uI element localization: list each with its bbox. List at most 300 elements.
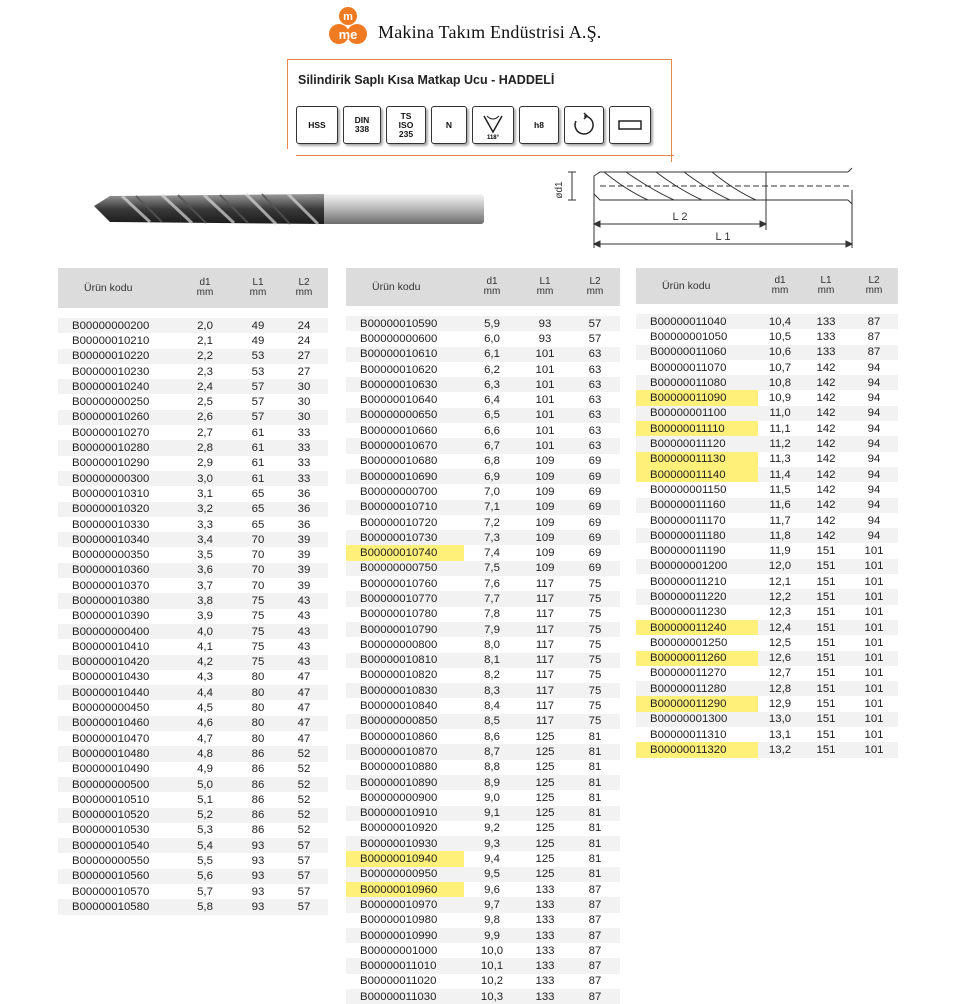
table-row <box>346 331 620 346</box>
table-row <box>346 683 620 698</box>
product-code-cell: B00000010680 <box>360 455 438 468</box>
product-code-cell: B00000011110 <box>636 421 758 436</box>
l2-cell: 101 <box>864 698 884 711</box>
table-row <box>636 712 898 727</box>
product-code-cell: B00000010360 <box>58 563 174 578</box>
drill-bit-photo <box>92 184 487 234</box>
product-code-cell: B00000010860 <box>360 730 438 743</box>
product-code-cell: B00000010820 <box>360 669 438 682</box>
d1-cell: 5,9 <box>464 316 520 331</box>
product-code-cell: B00000010760 <box>360 577 438 590</box>
table-row <box>58 685 328 700</box>
l2-cell: 63 <box>588 394 602 407</box>
product-code-cell: B00000010490 <box>72 763 150 776</box>
product-code-cell: B00000011080 <box>636 375 758 390</box>
header-l1: L1 mm <box>802 268 850 304</box>
l2-cell: 36 <box>297 487 311 500</box>
table-row <box>346 806 620 821</box>
product-code-cell: B00000010790 <box>346 622 464 637</box>
product-code-cell: B00000010480 <box>58 746 174 761</box>
product-code-cell: B00000011010 <box>346 958 464 973</box>
company-name: Makina Takım Endüstrisi A.Ş. <box>378 22 602 42</box>
product-code-cell: B00000010770 <box>346 591 464 606</box>
table-row <box>58 593 328 608</box>
l1-cell: 80 <box>236 685 280 700</box>
l2-cell: 87 <box>570 897 620 912</box>
table-row <box>346 821 620 836</box>
badge-hss: HSS <box>296 106 338 144</box>
table-row <box>636 498 898 513</box>
l2-cell: 47 <box>280 685 328 700</box>
l2-cell: 24 <box>297 334 311 347</box>
table-row <box>346 408 620 423</box>
product-code-cell: B00000010320 <box>58 502 174 517</box>
table-row <box>636 360 898 375</box>
d1-cell: 13,1 <box>768 728 792 741</box>
l1-cell: 109 <box>535 455 555 468</box>
l1-cell: 117 <box>535 638 555 651</box>
l2-cell: 94 <box>850 528 898 543</box>
d1-cell: 2,7 <box>197 426 213 439</box>
l2-cell: 75 <box>570 622 620 637</box>
table-row <box>636 528 898 543</box>
l2-cell: 101 <box>850 742 898 757</box>
table-row <box>346 561 620 576</box>
table-row <box>58 502 328 517</box>
d1-cell: 3,8 <box>174 593 236 608</box>
d1-cell: 9,1 <box>464 806 520 821</box>
header-d1: d1 mm <box>174 268 236 308</box>
table-row <box>58 547 328 562</box>
d1-cell: 10,3 <box>464 989 520 1004</box>
d1-cell: 9,2 <box>484 822 500 835</box>
product-code-cell: B00000011180 <box>636 528 758 543</box>
table-row <box>346 744 620 759</box>
l2-cell: 69 <box>588 455 602 468</box>
d1-cell: 3,0 <box>174 471 236 486</box>
l1-cell: 133 <box>535 914 555 927</box>
l2-cell: 94 <box>850 375 898 390</box>
header-product-code: Ürün kodu <box>346 268 464 306</box>
l1-cell: 133 <box>520 989 570 1004</box>
product-code-cell: B00000010280 <box>58 440 174 455</box>
d1-cell: 6,0 <box>484 332 500 345</box>
l1-cell: 133 <box>520 958 570 973</box>
svg-text:L 1: L 1 <box>715 231 731 243</box>
product-code-cell: B00000001050 <box>650 330 728 343</box>
product-code-cell: B00000010720 <box>360 516 438 529</box>
l2-cell: 94 <box>867 361 881 374</box>
l2-cell: 47 <box>297 732 311 745</box>
d1-cell: 7,7 <box>464 591 520 606</box>
l1-cell: 142 <box>802 375 850 390</box>
d1-cell: 11,1 <box>769 422 791 435</box>
l2-cell: 39 <box>297 579 311 592</box>
l2-cell: 101 <box>864 545 884 558</box>
badge-n: N <box>431 106 467 144</box>
d1-cell: 4,8 <box>174 746 236 761</box>
l2-cell: 69 <box>588 485 602 498</box>
l2-cell: 101 <box>864 606 884 619</box>
table-row <box>346 974 620 989</box>
d1-cell: 11,0 <box>758 406 802 421</box>
d1-cell: 5,2 <box>174 808 236 823</box>
l1-cell: 75 <box>236 624 280 639</box>
l2-cell: 94 <box>850 436 898 451</box>
product-code-cell: B00000010560 <box>58 869 174 884</box>
l1-cell: 151 <box>816 698 836 711</box>
product-code-cell: B00000010660 <box>360 424 438 437</box>
l1-cell: 151 <box>802 651 850 666</box>
table-row <box>58 670 328 685</box>
product-code-cell: B00000010730 <box>346 530 464 545</box>
product-code-cell: B00000011040 <box>636 314 758 329</box>
product-code-cell: B00000010210 <box>72 334 150 347</box>
table-row <box>58 379 328 394</box>
l2-cell: 101 <box>864 667 884 680</box>
l2-cell: 101 <box>850 559 898 574</box>
product-code-cell: B00000010960 <box>346 882 464 897</box>
product-code-cell: B00000000850 <box>346 714 464 729</box>
l2-cell: 52 <box>297 793 311 806</box>
l2-cell: 75 <box>588 608 602 621</box>
product-code-cell: B00000010970 <box>346 897 464 912</box>
product-code-cell: B00000000900 <box>360 791 438 804</box>
l1-cell: 80 <box>251 732 265 745</box>
d1-cell: 3,5 <box>197 549 213 562</box>
table-row <box>58 823 328 838</box>
header-product-code: Ürün kodu <box>58 268 174 308</box>
product-code-cell: B00000010580 <box>58 899 174 914</box>
product-code-cell: B00000010340 <box>58 532 174 547</box>
d1-cell: 4,9 <box>197 763 213 776</box>
l2-cell: 63 <box>570 438 620 453</box>
product-code-cell: B00000000400 <box>58 624 174 639</box>
l2-cell: 101 <box>850 620 898 635</box>
d1-cell: 9,3 <box>464 836 520 851</box>
l1-cell: 93 <box>520 316 570 331</box>
d1-cell: 11,8 <box>758 528 802 543</box>
d1-cell: 11,7 <box>769 514 791 527</box>
d1-cell: 10,1 <box>464 958 520 973</box>
product-code-cell: B00000010510 <box>72 793 150 806</box>
l2-cell: 43 <box>280 624 328 639</box>
product-code-cell: B00000010270 <box>72 426 150 439</box>
l2-cell: 52 <box>280 777 328 792</box>
table-row <box>58 777 328 792</box>
d1-cell: 8,1 <box>464 653 520 668</box>
l1-cell: 142 <box>816 453 836 466</box>
d1-cell: 2,1 <box>197 334 213 347</box>
l1-cell: 86 <box>251 824 265 837</box>
frame-top-line <box>287 59 671 60</box>
l1-cell: 86 <box>251 763 265 776</box>
product-code-cell: B00000001200 <box>636 559 758 574</box>
product-code-cell: B00000011060 <box>636 345 758 360</box>
table-row <box>346 392 620 407</box>
product-code-cell: B00000011220 <box>636 589 758 604</box>
l1-cell: 125 <box>535 791 555 804</box>
l2-cell: 94 <box>850 406 898 421</box>
product-code-cell: B00000010870 <box>346 744 464 759</box>
l2-cell: 69 <box>570 530 620 545</box>
table-row <box>346 928 620 943</box>
l2-cell: 43 <box>297 640 311 653</box>
product-code-cell: B00000000350 <box>72 549 150 562</box>
d1-cell: 9,6 <box>484 883 500 896</box>
d1-cell: 4,5 <box>197 702 213 715</box>
l2-cell: 94 <box>850 467 898 482</box>
table-row <box>636 651 898 666</box>
product-code-cell: B00000010710 <box>346 500 464 515</box>
d1-cell: 4,3 <box>197 671 213 684</box>
product-code-cell: B00000010430 <box>72 671 150 684</box>
product-code-cell: B00000011120 <box>636 436 758 451</box>
d1-cell: 6,9 <box>464 469 520 484</box>
table-row <box>346 469 620 484</box>
l1-cell: 93 <box>236 838 280 853</box>
header-product-code: Ürün kodu <box>636 268 758 304</box>
l2-cell: 81 <box>570 744 620 759</box>
product-code-cell: B00000010240 <box>58 379 174 394</box>
table-row <box>346 591 620 606</box>
table-row <box>346 943 620 958</box>
l1-cell: 53 <box>236 349 280 364</box>
d1-cell: 9,9 <box>464 928 520 943</box>
table-row <box>636 452 898 467</box>
d1-cell: 12,0 <box>758 559 802 574</box>
table-row <box>346 760 620 775</box>
l1-cell: 117 <box>520 653 570 668</box>
product-code-cell: B00000011170 <box>650 514 726 527</box>
product-code-cell: B00000010980 <box>360 914 438 927</box>
l1-cell: 117 <box>535 608 555 621</box>
l2-cell: 30 <box>280 410 328 425</box>
l1-cell: 142 <box>816 514 836 527</box>
d1-cell: 12,1 <box>768 575 792 588</box>
d1-cell: 6,8 <box>484 455 500 468</box>
l1-cell: 142 <box>802 467 850 482</box>
table-row <box>58 884 328 899</box>
l1-cell: 142 <box>816 392 836 405</box>
table-row <box>58 532 328 547</box>
product-code-cell: B00000010640 <box>360 394 438 407</box>
l2-cell: 81 <box>570 836 620 851</box>
l1-cell: 109 <box>520 561 570 576</box>
table-row <box>346 775 620 790</box>
product-code-cell: B00000000800 <box>360 638 438 651</box>
l2-cell: 69 <box>588 516 602 529</box>
product-code-cell: B00000011030 <box>346 989 464 1004</box>
rotation-icon <box>564 106 604 144</box>
l2-cell: 33 <box>280 471 328 486</box>
frame-right-line <box>671 59 672 162</box>
product-code-cell: B00000000200 <box>58 318 174 333</box>
l2-cell: 36 <box>280 502 328 517</box>
l1-cell: 142 <box>816 483 836 496</box>
l2-cell: 57 <box>297 855 311 868</box>
l2-cell: 81 <box>588 853 602 866</box>
d1-cell: 6,2 <box>484 363 500 376</box>
d1-cell: 8,8 <box>484 761 500 774</box>
l2-cell: 47 <box>297 702 311 715</box>
l2-cell: 75 <box>588 577 602 590</box>
l1-cell: 125 <box>535 822 555 835</box>
product-table-2 <box>346 268 620 1004</box>
l1-cell: 117 <box>520 683 570 698</box>
table-row <box>636 605 898 620</box>
l2-cell: 57 <box>280 899 328 914</box>
product-code-cell: B00000010620 <box>360 363 438 376</box>
spec-badges <box>296 106 651 144</box>
header-d1: d1 mm <box>464 268 520 306</box>
l2-cell: 87 <box>588 914 602 927</box>
d1-cell: 2,8 <box>174 440 236 455</box>
table-row <box>636 635 898 650</box>
d1-cell: 5,0 <box>174 777 236 792</box>
product-title: Silindirik Saplı Kısa Matkap Ucu - HADDELİ <box>298 73 555 87</box>
l1-cell: 117 <box>520 714 570 729</box>
table-row <box>636 436 898 451</box>
l1-cell: 151 <box>816 636 836 649</box>
product-code-cell: B00000011310 <box>650 728 727 741</box>
l1-cell: 86 <box>251 793 265 806</box>
product-code-cell: B00000010540 <box>58 838 174 853</box>
product-code-cell: B00000010570 <box>72 885 150 898</box>
table-row <box>346 790 620 805</box>
table-row <box>636 314 898 329</box>
product-code-cell: B00000001300 <box>636 712 758 727</box>
l1-cell: 151 <box>802 559 850 574</box>
product-code-cell: B00000010470 <box>72 732 150 745</box>
badge-iso: TS ISO 235 <box>386 106 426 144</box>
l2-cell: 69 <box>570 500 620 515</box>
l2-cell: 63 <box>570 408 620 423</box>
l1-cell: 70 <box>236 563 280 578</box>
d1-cell: 2,2 <box>174 349 236 364</box>
product-code-cell: B00000010220 <box>58 349 174 364</box>
d1-cell: 9,8 <box>484 914 500 927</box>
product-code-cell: B00000000750 <box>346 561 464 576</box>
l1-cell: 93 <box>236 869 280 884</box>
table-row <box>636 467 898 482</box>
l2-cell: 69 <box>588 547 602 560</box>
d1-cell: 5,5 <box>197 855 213 868</box>
l1-cell: 93 <box>251 885 265 898</box>
product-code-cell: B00000000600 <box>360 332 438 345</box>
table-row <box>636 390 898 405</box>
d1-cell: 13,2 <box>758 742 802 757</box>
d1-cell: 5,4 <box>174 838 236 853</box>
l2-cell: 87 <box>570 958 620 973</box>
product-code-cell: B00000010380 <box>58 593 174 608</box>
product-code-cell: B00000010990 <box>346 928 464 943</box>
l2-cell: 101 <box>850 651 898 666</box>
d1-cell: 2,9 <box>197 457 213 470</box>
l2-cell: 81 <box>570 775 620 790</box>
table-row <box>636 513 898 528</box>
l2-cell: 33 <box>297 457 311 470</box>
l2-cell: 27 <box>297 365 311 378</box>
table-row <box>58 440 328 455</box>
l2-cell: 87 <box>588 944 602 957</box>
company-logo <box>326 4 370 48</box>
table-row <box>58 578 328 593</box>
d1-cell: 9,5 <box>464 867 520 882</box>
l1-cell: 57 <box>251 396 265 409</box>
svg-text:m: m <box>343 11 353 23</box>
table-row <box>346 882 620 897</box>
table-row <box>346 607 620 622</box>
l1-cell: 57 <box>236 379 280 394</box>
d1-cell: 12,8 <box>758 681 802 696</box>
l2-cell: 57 <box>588 332 602 345</box>
table-row <box>346 668 620 683</box>
d1-cell: 7,0 <box>484 485 500 498</box>
d1-cell: 8,5 <box>464 714 520 729</box>
product-code-cell: B00000011240 <box>636 620 758 635</box>
l2-cell: 24 <box>280 318 328 333</box>
d1-cell: 3,7 <box>197 579 213 592</box>
d1-cell: 8,3 <box>464 683 520 698</box>
l2-cell: 75 <box>570 683 620 698</box>
l2-cell: 52 <box>297 763 311 776</box>
product-code-cell: B00000010290 <box>72 457 150 470</box>
l2-cell: 33 <box>280 440 328 455</box>
table-row <box>346 637 620 652</box>
l2-cell: 36 <box>297 518 311 531</box>
l1-cell: 117 <box>520 622 570 637</box>
table-row <box>58 808 328 823</box>
l2-cell: 75 <box>570 591 620 606</box>
product-code-cell: B00000010940 <box>346 851 464 866</box>
l1-cell: 93 <box>538 332 552 345</box>
l1-cell: 133 <box>816 330 836 343</box>
d1-cell: 10,9 <box>768 392 792 405</box>
product-table-1 <box>58 268 328 915</box>
d1-cell: 10,2 <box>480 975 504 988</box>
table-row <box>346 851 620 866</box>
l2-cell: 87 <box>588 883 602 896</box>
table-row <box>58 410 328 425</box>
product-code-cell: B00000001100 <box>636 406 758 421</box>
table-row <box>636 329 898 344</box>
l2-cell: 39 <box>280 532 328 547</box>
table-row <box>636 574 898 589</box>
d1-cell: 4,1 <box>197 640 213 653</box>
table-row <box>58 838 328 853</box>
l2-cell: 63 <box>588 363 602 376</box>
frame-bottom-line <box>296 155 674 156</box>
product-code-cell: B00000010520 <box>58 808 174 823</box>
table-row <box>58 394 328 409</box>
product-code-cell: B00000010370 <box>72 579 150 592</box>
l1-cell: 61 <box>251 426 265 439</box>
d1-cell: 4,7 <box>197 732 213 745</box>
product-code-cell: B00000010330 <box>72 518 150 531</box>
d1-cell: 3,2 <box>174 502 236 517</box>
l2-cell: 81 <box>588 761 602 774</box>
d1-cell: 12,9 <box>768 698 792 711</box>
l1-cell: 117 <box>535 577 555 590</box>
d1-cell: 13,0 <box>758 712 802 727</box>
table-row <box>58 364 328 379</box>
l2-cell: 81 <box>588 822 602 835</box>
table-row <box>58 716 328 731</box>
l2-cell: 63 <box>570 377 620 392</box>
l1-cell: 109 <box>535 516 555 529</box>
l1-cell: 93 <box>251 855 265 868</box>
